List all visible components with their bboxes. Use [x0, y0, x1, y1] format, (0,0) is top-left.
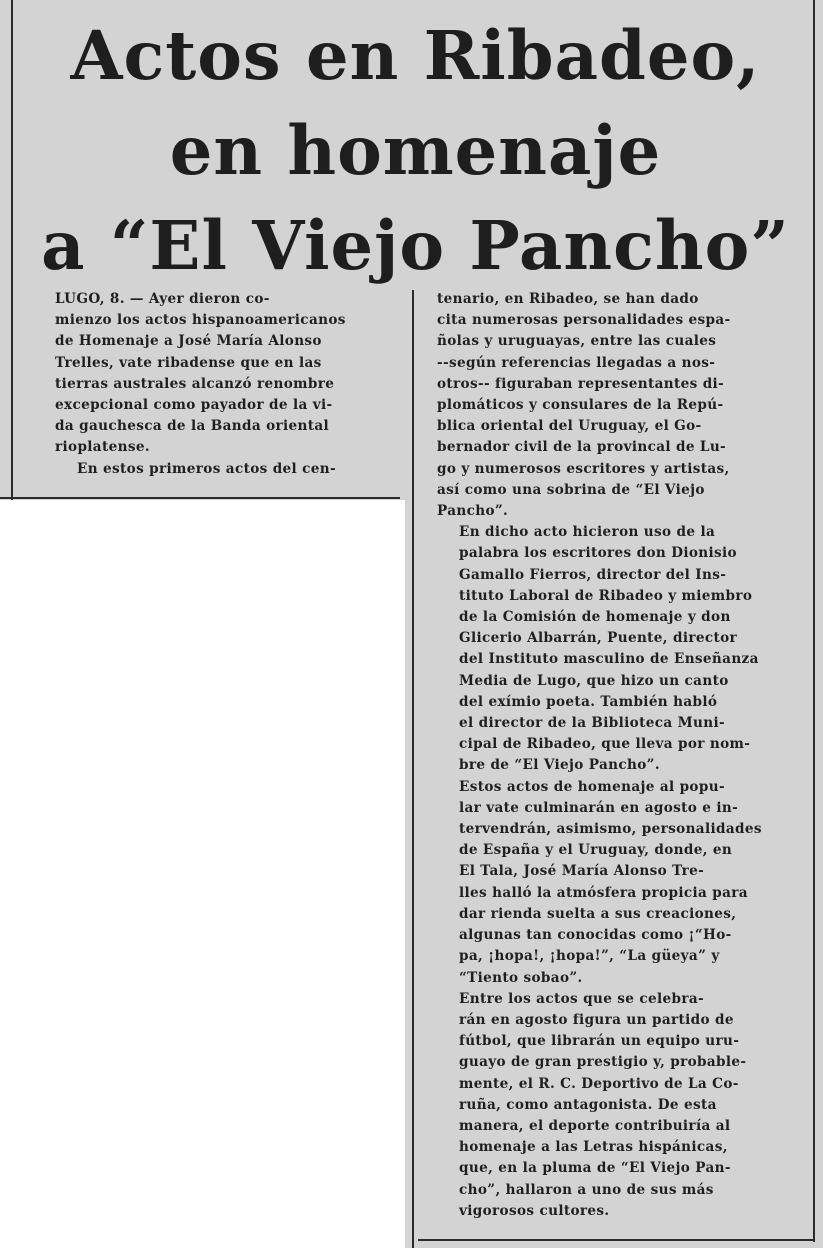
text-line: rioplatense. — [55, 439, 150, 456]
headline — [18, 8, 813, 293]
text-line: manera, el deporte contribuiría al — [459, 1117, 731, 1134]
text-line: cipal de Ribadeo, que lleva por nom- — [459, 736, 751, 753]
paragraph — [55, 289, 400, 459]
text-line: tituto Laboral de Ribadeo y miembro — [459, 587, 753, 604]
left-border-rule — [11, 0, 13, 500]
text-line: El Tala, José María Alonso Tre- — [459, 863, 705, 880]
text-line: --según referencias llegadas a nos- — [437, 354, 716, 371]
text-line: pa, ¡hopa!, ¡hopa!”, “La güeya” y — [459, 948, 720, 965]
text-line: excepcional como payador de la vi- — [55, 397, 333, 414]
text-line: En estos primeros actos del cen- — [77, 460, 337, 477]
headline-line: Actos en Ribadeo, — [70, 16, 761, 95]
text-line: bre de “El Viejo Pancho”. — [459, 757, 660, 774]
text-line: blica oriental del Uruguay, el Go- — [437, 418, 702, 435]
text-line: Entre los actos que se celebra- — [459, 990, 705, 1007]
text-line: go y numerosos escritores y artistas, — [437, 460, 730, 477]
text-line: lar vate culminarán en agosto e in- — [459, 799, 739, 816]
text-line: Media de Lugo, que hizo un canto — [459, 672, 729, 689]
paragraph — [437, 522, 797, 776]
text-line: En dicho acto hicieron uso de la — [459, 524, 716, 541]
text-line: “Tiento sobao”. — [459, 969, 583, 986]
text-line: así como una sobrina de “El Viejo — [437, 481, 705, 498]
text-line: mienzo los actos hispanoamericanos — [55, 312, 346, 329]
text-line: vigorosos cultores. — [459, 1202, 610, 1219]
text-line: fútbol, que librarán un equipo uru- — [459, 1033, 740, 1050]
text-line: rán en agosto figura un partido de — [459, 1011, 734, 1028]
text-line: Estos actos de homenaje al popu- — [459, 778, 725, 795]
bottom-right-rule — [418, 1239, 815, 1241]
text-line: Glicerio Albarrán, Puente, director — [459, 630, 738, 647]
text-line: dar rienda suelta a sus creaciones, — [459, 905, 737, 922]
paragraph — [437, 777, 797, 989]
paragraph — [437, 989, 797, 1222]
text-line: da gauchesca de la Banda oriental — [55, 418, 330, 435]
text-line: ñolas y uruguayas, entre las cuales — [437, 333, 717, 350]
headline-line: a “El Viejo Pancho” — [41, 206, 790, 285]
text-line: tierras australes alcanzó renombre — [55, 375, 335, 392]
column-divider-rule — [412, 290, 414, 1248]
text-line: palabra los escritores don Dionisio — [459, 545, 737, 562]
text-line: tervendrán, asimismo, personalidades — [459, 821, 762, 838]
text-line: de España y el Uruguay, donde, en — [459, 842, 733, 859]
right-border-rule — [813, 0, 815, 1242]
bottom-left-rule — [0, 497, 400, 499]
text-line: algunas tan conocidas como ¡“Ho- — [459, 927, 732, 944]
text-line: tenario, en Ribadeo, se han dado — [437, 291, 699, 307]
text-line: de la Comisión de homenaje y don — [459, 609, 731, 626]
text-line: mente, el R. C. Deportivo de La Co- — [459, 1075, 739, 1092]
text-line: ruña, como antagonista. De esta — [459, 1096, 717, 1113]
text-line: homenaje a las Letras hispánicas, — [459, 1139, 728, 1156]
article-column-left — [55, 289, 400, 480]
text-line: el director de la Biblioteca Muni- — [459, 715, 725, 732]
headline-line: en homenaje — [169, 111, 662, 190]
text-line: guayo de gran prestigio y, probable- — [459, 1054, 747, 1071]
text-line: Pancho”. — [437, 503, 509, 520]
text-line: Trelles, vate ribadense que en las — [55, 354, 322, 371]
text-line: del exímio poeta. También habló — [459, 693, 718, 710]
paragraph — [55, 459, 400, 480]
text-line: bernador civil de la provincal de Lu- — [437, 439, 727, 456]
text-line: otros-- figuraban representantes di- — [437, 375, 725, 392]
text-line: Gamallo Fierros, director del Ins- — [459, 566, 727, 583]
text-line: que, en la pluma de “El Viejo Pan- — [459, 1160, 731, 1177]
text-line: LUGO, 8. — Ayer dieron co- — [55, 291, 270, 307]
text-line: plomáticos y consulares de la Repú- — [437, 397, 724, 414]
paragraph — [437, 289, 797, 522]
text-line: lles halló la atmósfera propicia para — [459, 884, 748, 901]
text-line: del Instituto masculino de Enseñanza — [459, 651, 759, 668]
text-line: cita numerosas personalidades espa- — [437, 312, 731, 329]
text-line: de Homenaje a José María Alonso — [55, 333, 322, 350]
article-column-right — [437, 289, 797, 1222]
text-line: cho”, hallaron a uno de sus más — [459, 1181, 714, 1198]
